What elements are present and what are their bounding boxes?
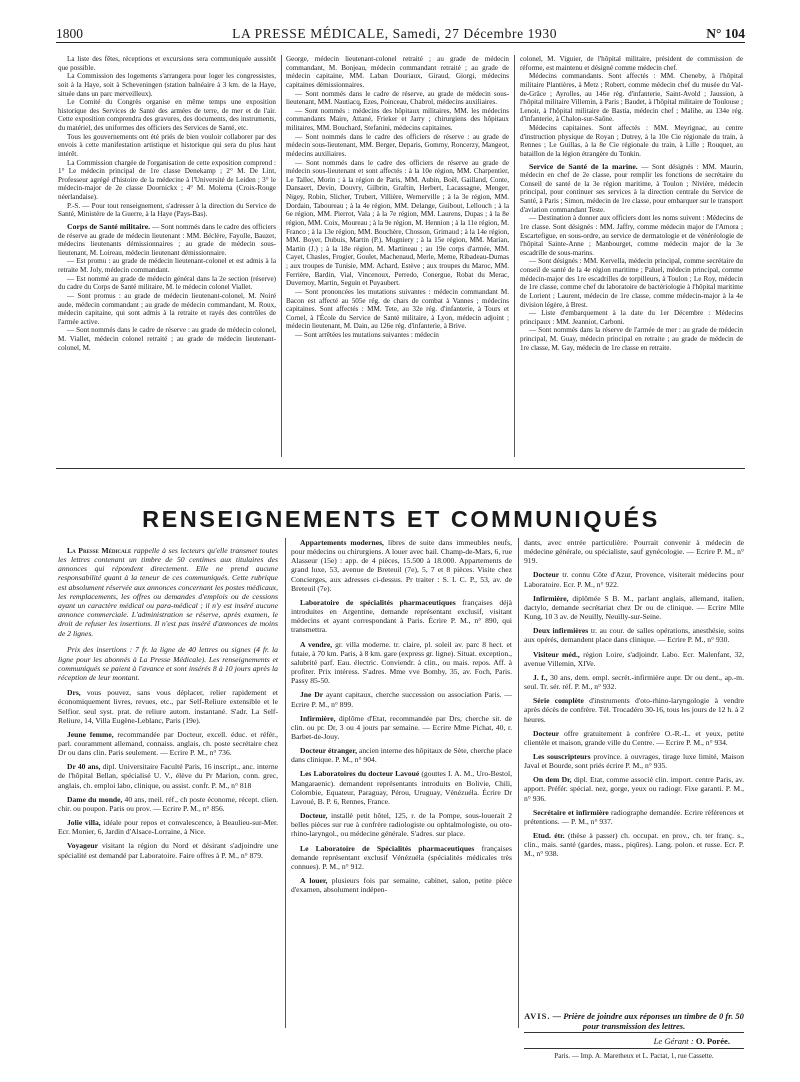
news-paragraph bbox=[520, 163, 743, 215]
ad-text: françaises demande représentant exclusif Vénézuéla (spécialités médicales très connues). P. M., n° 912. bbox=[291, 843, 512, 871]
paragraph-text: P.-S. — Pour tout renseignement, s'adresser à la direction du Service de Santé, Ministère de la Guerre, à la Haye (Pays-Bas). bbox=[58, 201, 276, 219]
ad-text: 40 ans, meil. réf., ch poste économe, récept. clien. chir. ou poupon. Paris ou prov. — Ecrire P. M., n° 856. bbox=[58, 794, 278, 813]
news-paragraph bbox=[58, 159, 276, 202]
news-paragraph bbox=[58, 202, 276, 219]
ad-lead: Appartements modernes, bbox=[300, 538, 384, 547]
publication-title: LA PRESSE MÉDICALE, Samedi, 27 Décembre 1930 bbox=[232, 26, 558, 41]
ad-text: dants, avec entrée particulière. Pourrait convenir à médecin de médecine générale, ou spécialiste, sauf gynécologie. — Ecrire P. M., n° 919. bbox=[524, 538, 744, 566]
classified-ad bbox=[524, 673, 744, 691]
paragraph-text: La Commission chargée de l'organisation de cette exposition comprend : 1° Le médecin principal de 1re classe Denekamp ; 2° M. De Lint, Professeur agrégé d'histoire de la médecine à l'Université de Leiden ; 3° le médecin-major de 2e classe Doornickx ; 4° M. Molema (Croix-Rouge néerlandaise). bbox=[58, 158, 276, 201]
ad-lead: Docteur étranger, bbox=[300, 746, 357, 756]
page-number: 1800 bbox=[56, 26, 83, 41]
intro-brand: La Presse Médicale bbox=[67, 545, 132, 555]
ad-text: françaises déjà introduites en Argentine, demande représentant exclusif, visitant médecins et ayant correspondant à Paris. Écrire P. M., n° 890, qui transmettra. bbox=[291, 597, 512, 635]
classified-ad bbox=[291, 811, 512, 838]
classified-ad bbox=[291, 714, 512, 741]
ad-lead: Dr 40 ans, bbox=[67, 762, 101, 772]
news-column-3 bbox=[520, 55, 743, 457]
ad-text: gr. villa moderne. tr. claire, pl. soleil av. parc 8 hect. et futaie, à 70 km. Paris, à 8 km. gare (express gr. ligne). Situat. exception., salubrité parf. Eau. électric. Conviendr. à clin., ou mais. repos. Aff. à profiter. Prix intéress. S'adres. Mme vve Bomby, 35, av. Foch, Paris. Passy 85-50. bbox=[291, 639, 512, 686]
classified-ad bbox=[524, 538, 744, 565]
ad-lead: Voyageur bbox=[67, 841, 98, 851]
paragraph-text: Le Comité du Congrès organise en même temps une exposition historique des Services de Santé des armées de terre, de mer et de l'air. Cette exposition comprendra des gravures, des documents, des instruments, du matériel, des uniformes des officiers des Services de Santé, etc. bbox=[58, 98, 276, 132]
news-paragraph bbox=[58, 98, 276, 133]
news-paragraph bbox=[520, 124, 743, 159]
paragraph-text: — Sont nommés dans le cadre des officiers de réserve au grade de médecin lieutenant : MM. Béclère, Fayolle, Bauzet, médecins lieutenants démissionnaires ; au grade de médecin sous-lieutenant, M. Loireau, médecin lieutenant démissionnaire. bbox=[58, 222, 276, 257]
classified-ad bbox=[58, 730, 278, 757]
section-title: RENSEIGNEMENTS ET COMMUNIQUÉS bbox=[142, 506, 660, 532]
paragraph-text: — Sont nommés dans le cadre des officiers de réserve : au grade de médecin sous-lieutenant, MM. Berger, Deparis, Gommy, Roncerzy, Mangeot, médecins auxiliaires. bbox=[286, 132, 509, 158]
paragraph-text: — Est nommé au grade de médecin général dans la 2e section (réserve) du cadre du Corps de Santé militaire, M. le médecin colonel Viallet. bbox=[58, 274, 276, 292]
intro-text: rappelle à ses lecteurs qu'elle transmet toutes les lettres contenant un timbre de 50 centimes aux titulaires des annonces qui répondent directement. Elle ne prend aucune responsabilité quant à la teneur de ces communiqués. Cette rubrique est absolument réservée aux annonces concernant les postes médicaux, les remplacements, les offres ou demandes d'emplois ou de cessions ayant un caractère médical ou para-médical ; il n'y est inséré aucune annonce commerciale. L'administration se réserve, après examen, le droit de refuser les insertions. Il n'est pas inséré d'annonces de moins de 2 lignes. bbox=[58, 545, 278, 638]
classified-ad bbox=[524, 729, 744, 747]
paragraph-text: La Commission des logements s'arrangera pour loger les congressistes, soit à la Haye, soit à Scheveningen (station balnéaire à 3 km. de la Haye, située dans un parc merveilleux). bbox=[58, 72, 276, 98]
news-paragraph bbox=[286, 159, 509, 288]
ad-text: ancien interne des hôpitaux de Sète, cherche place dans clinique. P. M., n° 904. bbox=[291, 746, 512, 765]
column-divider bbox=[518, 538, 519, 1028]
news-paragraph bbox=[520, 309, 743, 326]
classified-ad bbox=[524, 650, 744, 668]
ad-text: tr. au cour. de salles opérations, anesthésie, soins aux opérés, demandent place dans clinique. — Ecrire P. M., n° 930. bbox=[524, 626, 744, 645]
ad-text: idéale pour repos et convalescence, à Beaulieu-sur-Mer. Ecr. Monier, 6, Jardin d'Alsace-Lorraine, à Nice. bbox=[58, 818, 278, 837]
section-heading: Corps de Santé militaire. bbox=[67, 221, 151, 231]
paragraph-text: — Liste d'embarquement à la date du 1er Décembre : Médecins principaux : MM. Jeanniot, Carboni. bbox=[520, 309, 743, 326]
classified-ad bbox=[291, 769, 512, 806]
printer-imprint: Paris. — Imp. A. Maretheux et L. Pactat, 1, rue Cassette. bbox=[554, 1052, 714, 1060]
insertion-prices: Prix des insertions : 7 fr. la ligne de 40 lettres ou signes (4 fr. la ligne pour les abonnés à La Presse Médicale). Les renseignements et communiqués se paient à l'avance et sont insérés 8 à 10 jours après la réception de leur montant. bbox=[58, 645, 278, 683]
classifieds-column-3 bbox=[524, 538, 744, 1008]
column-divider bbox=[281, 55, 282, 457]
classified-ad bbox=[291, 640, 512, 686]
ad-text: dipl. Universitaire Faculté Paris, 16 inscript., anc. interne de l'hôpital Bellan, spécialisé U. V., élève du Pr Marion, conn. grec, anglais, ch. emploi labo, clinique, ou assist. confr. P. M., n° 818 bbox=[58, 762, 278, 790]
news-paragraph bbox=[58, 133, 276, 159]
ad-lead: Visiteur méd., bbox=[533, 649, 580, 659]
notice-text: — Prière de joindre aux réponses un timbre de 0 fr. 50 pour transmission des lettres. bbox=[552, 1011, 744, 1032]
page-header bbox=[56, 24, 745, 43]
paragraph-text: Médecins commandants. Sont affectés : MM. Cheneby, à l'hôpital militaire Plantières, à Metz ; Robert, comme médecin chef du musée du Val-de-Grâce ; Ayrolles, au 146e rég. d'infanterie, Saint-Avold ; Jaussion, à l'hôpital militaire Villemin, à Paris ; Baudet, à l'hôpital militaire de Toulouse ; Lenoir, à l'hôpital militaire de Bastia, médecin chef ; Malihe, au 134e rég. d'infanterie, à Chalon-sur-Saône. bbox=[520, 72, 743, 124]
paragraph-text: — Sont nommés : médecins des hôpitaux militaires, MM. les médecins commandants Maire, Attané, Frieker et Jarry ; chirurgiens des hôpitaux militaires, MM. Bouchard, Stefanini, médecins capitaines. bbox=[286, 106, 509, 132]
paragraph-text: — Sont nommés dans le cadre de réserve : au grade de médecin colonel, M. Viallet, médecin colonel retraité ; au grade de médecin lieutenant-colonel, M. bbox=[58, 326, 276, 352]
ad-text: (thèse à passer) ch. occupat. en prov., ch. ter franç. s., clin., mais. santé (gardes, mass., piqûres). Lang. polon. et russe. Ecr. P. M., n° 938. bbox=[524, 831, 744, 859]
paragraph-text: colonel, M. Viguier, de l'hôpital militaire, président de commission de réforme, est maintenu et désigné comme médecin chef. bbox=[520, 55, 743, 72]
classified-ad bbox=[291, 690, 512, 708]
classified-ad bbox=[524, 594, 744, 621]
classified-ad bbox=[291, 746, 512, 764]
classifieds-column-1 bbox=[58, 538, 278, 1013]
ad-text: offre gratuitement à confrère O.-R.-L. et yeux, petite clientèle et maison, grande ville du Centre. — Ecrire P. M., n° 934. bbox=[524, 728, 744, 747]
section-heading: Service de Santé de la marine. bbox=[529, 161, 638, 171]
news-paragraph bbox=[58, 275, 276, 292]
ad-lead: Docteur, bbox=[300, 811, 328, 821]
ad-text: radiographe demandée. Ecrire références et prétentions. — P. M., n° 937. bbox=[524, 807, 744, 826]
ad-lead: A vendre, bbox=[300, 639, 333, 649]
ad-lead: Infirmière, bbox=[533, 593, 569, 603]
manager-line bbox=[524, 1036, 744, 1046]
ad-lead: Jne Dr bbox=[300, 690, 324, 700]
ad-lead: Docteur bbox=[533, 728, 560, 738]
news-paragraph bbox=[286, 55, 509, 90]
ad-lead: Série complète bbox=[533, 696, 584, 706]
classified-ad bbox=[524, 570, 744, 588]
news-paragraph bbox=[286, 107, 509, 133]
ad-lead: Docteur bbox=[533, 570, 560, 580]
classifieds-column-2 bbox=[291, 538, 512, 1013]
ad-text: installé petit hôtel, 125, r. de la Pompe, sous-louerait 2 belles pièces sur rue à confrère radiologiste ou ophtalmologiste, ou oto-rhino-laryngol., ou médecine générale. S'adres. sur place. bbox=[291, 811, 512, 839]
classified-ad bbox=[291, 844, 512, 871]
news-paragraph bbox=[58, 326, 276, 352]
ad-lead: Deux infirmières bbox=[533, 626, 589, 636]
ad-text: dipl. Etat, comme associé clin. import. centre Paris, av. apport. Préfér. spécial. nez, gorge, yeux ou radiogr. Fixe garanti. P. M., n° 936. bbox=[524, 775, 744, 803]
ad-lead: Le Laboratoire de Spécialités pharmaceutiques bbox=[300, 843, 475, 853]
news-paragraph bbox=[520, 214, 743, 257]
ad-text: recommandée par Docteur, excell. éduc. et référ., parl. couramment allemand, connaiss. anglais, ch. poste secrétaire chez Dr ou dans clin. Paris seulement. — Ecrire P. M., n° 736. bbox=[58, 729, 278, 758]
ad-text: diplôme d'Etat, recommandée par Drs, cherche sit. de clin. ou pr. Dr, 3 ou 4 jours par semaine. — Ecrire Mme Pichat, 40, r. Barbet-de-Jouy. bbox=[291, 713, 512, 741]
classified-ad bbox=[58, 841, 278, 859]
ad-lead: Jolie villa, bbox=[67, 818, 101, 828]
news-paragraph bbox=[286, 288, 509, 331]
notice-box bbox=[524, 1011, 744, 1032]
classified-ad bbox=[291, 598, 512, 635]
classified-ad bbox=[291, 538, 512, 593]
news-paragraph bbox=[520, 257, 743, 309]
classified-ad bbox=[524, 775, 744, 802]
paragraph-text: — Sont nommés dans la réserve de l'armée de mer : au grade de médecin principal, M. Guay, médecin principal en retraite ; au grade de médecin de 1re classe, M. Gay, médecin de 1re classe en retraite. bbox=[520, 326, 743, 352]
ad-lead: On dem Dr, bbox=[533, 775, 572, 785]
manager-name: O. Porée. bbox=[695, 1036, 730, 1046]
classified-ad bbox=[58, 688, 278, 725]
footer-divider bbox=[524, 1048, 744, 1049]
ad-text: diplômée S B. M., parlant anglais, allemand, italien, dactylo, demande secrétariat chez Dr ou de clinique. — Ecrire Mlle Kung, 10 3 av. de Neuilly, Neuilly-sur-Seine. bbox=[524, 593, 744, 622]
ad-lead: Drs, bbox=[67, 688, 81, 698]
column-divider bbox=[514, 55, 515, 457]
ad-lead: Les souscripteurs bbox=[533, 751, 591, 761]
paragraph-text: Médecins capitaines. Sont affectés : MM. Meyrignac, au centre d'instruction physique de Royan ; Dutrey, à la 10e Cie régionale du train, à Rennes ; Le Guillas, à la 8e Cie régionale du train, à Lille ; Rouquet, au bataillon de la légion étrangère du Tonkin. bbox=[520, 124, 743, 158]
ad-lead: Dame du monde, bbox=[67, 794, 123, 804]
paragraph-text: — Destination à donner aux officiers dont les noms suivent : Médecins de 1re classe. Sont désignés : MM. Jaffry, comme médecin major de l'Amora ; Escartefigue, en sous-ordre, au service de dermatologie et de vénéréologie de l'hôpital Sainte-Anne ; Manbourget, comme médecin major de la 3e escadrille de sous-marins. bbox=[520, 214, 743, 257]
news-paragraph bbox=[286, 133, 509, 159]
ad-text: province. à ouvrages, tirage luxe limité, Maison Javal et Bourde, sont priés écrire P. M., n° 935. bbox=[524, 751, 744, 771]
classified-ad bbox=[524, 752, 744, 770]
classified-ad bbox=[58, 795, 278, 813]
news-column-2 bbox=[286, 55, 509, 457]
classified-ad bbox=[524, 696, 744, 723]
ad-text: (gouttes I. A. M., Uro-Bestol, Mangaraenic). demandent représentants introduits en Bolivie, Chili, Colombie, Equateur, Paraguay, Pérou, Uruguay, Vénézuéla. Écrire Dr Lavoué, B. P. 6, Rennes, France. bbox=[291, 769, 512, 806]
news-paragraph bbox=[286, 331, 509, 340]
manager-label: Le Gérant : bbox=[653, 1036, 694, 1046]
classified-ad bbox=[291, 876, 512, 894]
paragraph-text: — Sont promus : au grade de médecin lieutenant-colonel, M. Noiré aude, médecin commandant ; au grade de médecin commandant, M. Roux, médecin capitaine, qui sont admis à la retraite et rayés des contrôles de l'armée active. bbox=[58, 291, 276, 326]
notice-label: AVIS. bbox=[524, 1011, 551, 1021]
classified-ad bbox=[524, 808, 744, 826]
ad-lead: Infirmière, bbox=[300, 713, 336, 723]
news-paragraph bbox=[58, 72, 276, 98]
ad-text: tr. connu Côte d'Azur, Provence, visiterait médecins pour Laboratoire. Ecr. P. M., n° 922. bbox=[524, 570, 744, 589]
paragraph-text: — Sont désignés : MM. Kervella, médecin principal, comme secrétaire du conseil de santé de la 4e région maritime ; Paluel, médecin principal, comme médecin-major des 1re escadrilles de torpilleurs, à Toulon ; Le Roy, médecin de 1re classe, comme chef du laboratoire de bactériologie à l'hôpital maritime de Lorient ; Laurent, médecin de 1re classe, comme médecin-major à la 4e division légère, à Brest. bbox=[520, 257, 743, 309]
news-paragraph bbox=[58, 55, 276, 72]
footer-divider bbox=[524, 1032, 744, 1033]
news-paragraph bbox=[58, 292, 276, 327]
ad-lead: J. f., bbox=[533, 672, 548, 682]
ad-lead: Secrétaire et infirmière bbox=[533, 807, 609, 817]
ad-lead: Laboratoire de spécialités pharmaceutiques bbox=[300, 597, 456, 607]
paragraph-text: — Sont nommés dans le cadre des officiers de réserve au grade de médecin sous-lieutenant et sont affectés : à la 10e région, MM. Charpentier, Le Tallec, Morin ; à la région de Paris, MM. Aubin, Boël, Gailland, Conte, Dansaert, Devin, Douvry, Gilbrin, Graftin, Herbert, Lacassagne, Menger, Nigey, Robin, Slicher, Trubert, Villière, Wernerville ; à la 3e région, MM. Dordain, Taboureau ; à la 4e région, MM. Delange, Guibout, Lellouch ; à la 6e région, MM. Pierrot, Vala ; à la 7e région, MM. Laurens, Dupas ; à la 8e région, MM. Coix, Moureau ; à la 9e région, M. Hennion ; à la 11e région, M. Franco ; à la 13e région, MM. Bouchère, Chosson, Grimaud ; à la 14e région, MM. Boyer, Dubuis, Martin (P.), Mugniery ; à la 15e région, MM. Marian, Martin (J.) ; à la 18e région, M. Martineau ; au 19e corps d'armée, MM. Cayet, Chasles, Frogier, Goulet, Machenaud, Merle, Meme, Ribadeau-Dumas ; aux troupes de Tunisie, MM. Achard, Estève ; aux troupes du Maroc, MM. Ferrière, Bardin, Vial, Vincenoux, Perredo, Conergue, Robat du Merac, Duvernoy, Martin, Seguin et Puyaubert. bbox=[286, 158, 509, 288]
section-divider bbox=[56, 468, 745, 469]
ad-text: région Loire, s'adjoindr. Labo. Ecr. Malenfant, 32, avenue Villemin, XIVe. bbox=[524, 649, 744, 668]
paragraph-text: — Sont nommés dans le cadre de réserve, au grade de médecin sous-lieutenant, MM. Nautiacq, Ezes, Poinceau, Chabrol, médecins auxiliaires. bbox=[286, 89, 509, 107]
news-paragraph bbox=[58, 223, 276, 258]
news-column-1 bbox=[58, 55, 276, 457]
ad-lead: A louer, bbox=[300, 876, 328, 885]
paragraph-text: — Sont désignés : MM. Maurin, médecin en chef de 2e classe, pour remplir les fonctions de secrétaire du Conseil de santé de la 3e région maritime, à Toulon ; Nivière, médecin principal, pour continuer ses services à la direction centrale du Service de Santé, à Paris ; Simon, médecin de 1re classe, pour embarquer sur le transport d'aviation commandant Teste. bbox=[520, 162, 743, 214]
paragraph-text: Tous les gouvernements ont été priés de bien vouloir collaborer par des envois à cette manifestation artistique et historique qui sera du plus haut intérêt. bbox=[58, 132, 276, 158]
ad-text: 30 ans, dem. empl. secrét.-infirmière aupr. Dr ou dent., ap.-m. seul. Tr. sér. réf. P. M., n° 932. bbox=[524, 672, 744, 692]
paragraph-text: La liste des fêtes, réceptions et excursions sera communiquée aussitôt que possible. bbox=[58, 55, 276, 72]
paragraph-text: George, médecin lieutenant-colonel retraité ; au grade de médecin commandant, M. Bonjeau, médecin commandant retraité ; au grade de médecin capitaine, MM. Laban Douriaux, Giraud, Giorgi, médecins capitaines démissionnaires. bbox=[286, 55, 509, 89]
ad-text: ayant capitaux, cherche succession ou association Paris. — Ecrire P. M., n° 899. bbox=[291, 690, 512, 709]
classifieds-list bbox=[58, 688, 278, 860]
ad-text: vous pouvez, sans vous déplacer, relier rapidement et économiquement livres, revues, etc., par Self-Reliure extensible et le Selfior. seul syst. prat. de reliure autom. instantané. S'adr. La Self-Reliure, 14, Villa Eugène-Leblanc, Paris (19e). bbox=[58, 688, 278, 725]
classified-ad bbox=[524, 626, 744, 644]
ad-text: libres de suite dans immeubles neufs, pour médecins ou chirurgiens. A louer avec bail. Champ-de-Mars, 6, rue Alasseur (15e) : app. de 4 pièces, 15.500 à 18.000. Appartements de grand luxe, 53, avenue de Breteuil (7e), 5, 7 et 8 pièces. Visite chez Concierges, aux adresses ci-dessus. Pr traiter : S. I. C. P., 53, av. de Breteuil (7e). bbox=[291, 538, 512, 593]
column-divider bbox=[285, 538, 286, 1028]
news-paragraph bbox=[58, 257, 276, 274]
news-paragraph bbox=[286, 90, 509, 107]
ad-lead: Les Laboratoires du docteur Lavoué bbox=[300, 769, 420, 779]
paragraph-text: — Sont prononcées les mutations suivantes : médecin commandant M. Bacon est affecté au 505e rég. de chars de combat à Vannes ; médecins capitaines. Sont affectés : MM. Tete, au 32e rég. d'infanterie, à Tours et Cornel, à l'École du Service de Santé militaire, à Lyon, médecin adjoint ; médecin lieutenant, M. Dain, au 126e rég. d'infanterie, à Brive. bbox=[286, 287, 509, 331]
ad-text: d'instruments d'oto-rhino-laryngologie à vendre après décès de confrère. Tél. Trocadéro 30-16, tous les jours de 12 h. à 2 heures. bbox=[524, 696, 744, 724]
classified-ad bbox=[58, 818, 278, 836]
classifieds-intro bbox=[58, 546, 278, 638]
ad-text: visitant la région du Nord et désirant s'adjoindre une spécialité est demandé par Laboratoire. Faire offres à P. M., n° 879. bbox=[58, 841, 278, 860]
news-paragraph bbox=[520, 72, 743, 124]
paragraph-text: — Est promu : au grade de médecin lieutenant-colonel et est admis à la retraite M. Joly, médecin commandant. bbox=[58, 257, 276, 274]
classified-ad bbox=[524, 831, 744, 858]
news-paragraph bbox=[520, 55, 743, 72]
ad-lead: Etud. étr. bbox=[533, 831, 565, 841]
ad-text: plusieurs fois par semaine, cabinet, salon, petite pièce d'examen, absolument indépen- bbox=[291, 876, 512, 895]
classified-ad bbox=[58, 762, 278, 789]
news-paragraph bbox=[520, 326, 743, 352]
paragraph-text: — Sont arrêtées les mutations suivantes : médecin bbox=[295, 331, 439, 339]
ad-lead: Jeune femme, bbox=[67, 729, 114, 739]
issue-number: N° 104 bbox=[706, 26, 745, 41]
